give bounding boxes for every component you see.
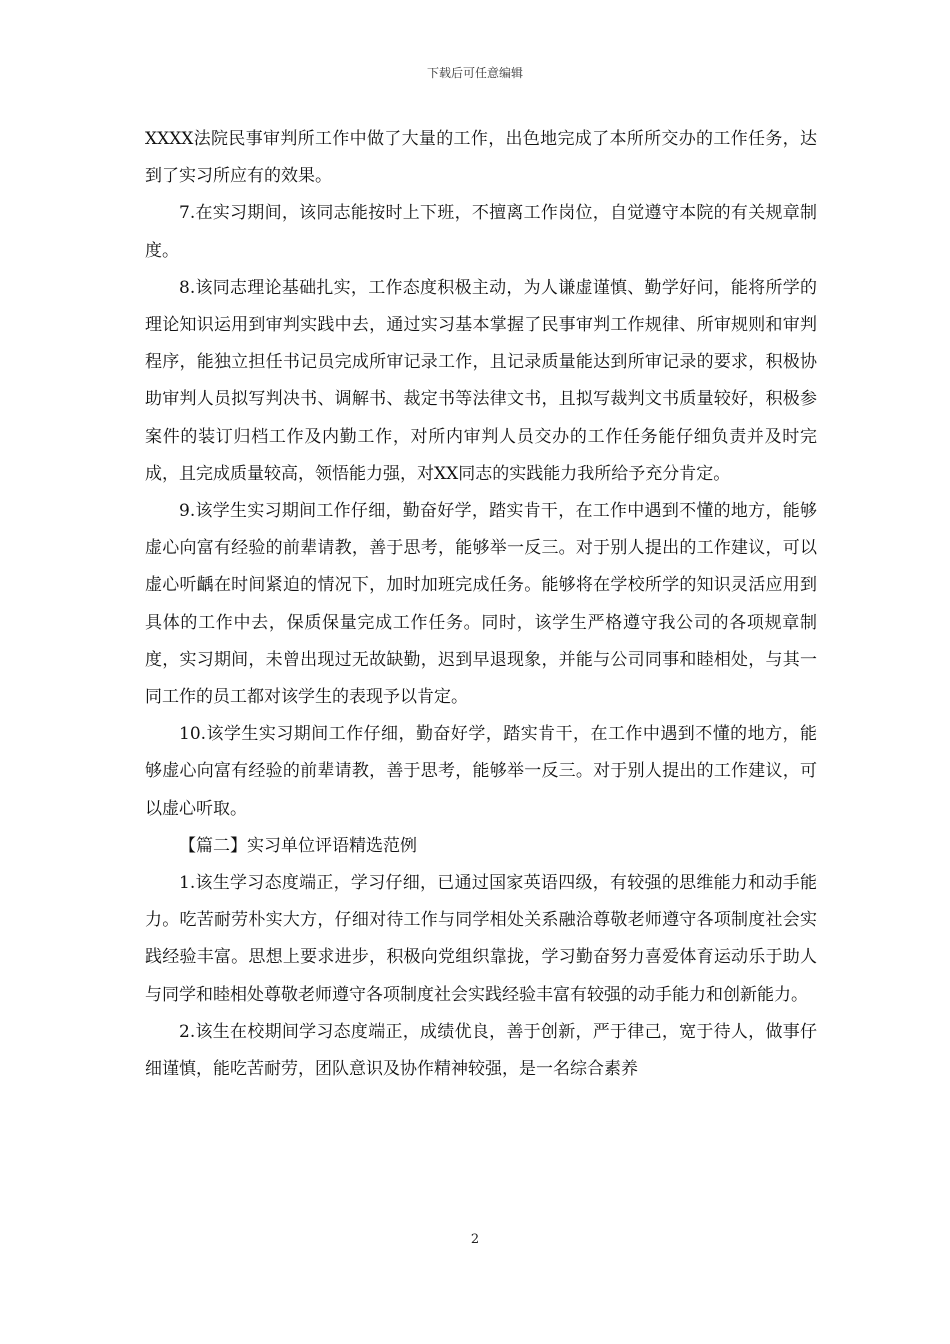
page-number: 2 [470, 1232, 480, 1247]
page-header: 下载后可任意编辑 [426, 66, 523, 80]
paragraph-item-7: 7.在实习期间，该同志能按时上下班，不擅离工作岗位，自觉遵守本院的有关规章制度。 [145, 203, 817, 261]
section-heading: 【篇二】实习单位评语精选范例 [179, 835, 417, 856]
paragraph-item-9: 9.该学生实习期间工作仔细，勤奋好学，踏实肯干，在工作中遇到不懂的地方，能够虚心向富有经验的前辈请教，善于思考，能够举一反三。对于别人提出的工作建议，可以虚心听齲在时间紧迫的情况下，加时加班完成任务。能够将在学校所学的知识灵活应用到具体的工作中去，保质保量完成工作任务。同时，该学生严格遵守我公司的各项规章制度，实习期间，未曾出现过无故缺勤，迟到早退现象，并能与公司同事和睦相处，与其一同工作的员工都对该学生的表现予以肯定。 [145, 501, 817, 708]
paragraph-item-10: 10.该学生实习期间工作仔细，勤奋好学，踏实肯干，在工作中遇到不懂的地方，能够虚心向富有经验的前辈请教，善于思考，能够举一反三。对于别人提出的工作建议，可以虚心听取。 [145, 724, 817, 819]
paragraph-item-8: 8.该同志理论基础扎实，工作态度积极主动，为人谦虚谨慎、勤学好问，能将所学的理论知识运用到审判实践中去，通过实习基本掌握了民事审判工作规律、所审规则和审判程序，能独立担任书记员完成所审记录工作，且记录质量能达到所审记录的要求，积极协助审判人员拟写判决书、调解书、裁定书等法律文书，且拟写裁判文书质量较好，积极参案件的装订归档工作及内勤工作，对所内审判人员交办的工作任务能仔细负责并及时完成，且完成质量较高，领悟能力强，对XX同志的实践能力我所给予充分肯定。 [145, 277, 817, 484]
document-body [145, 121, 817, 1088]
paragraph-item-1: 1.该生学习态度端正，学习仔细，已通过国家英语四级，有较强的思维能力和动手能力。吃苦耐劳朴实大方，仔细对待工作与同学相处关系融洽尊敬老师遵守各项制度社会实践经验丰富。思想上要求进步，积极向党组织靠拢，学习勤奋努力喜爱体育运动乐于助人与同学和睦相处尊敬老师遵守各项制度社会实践经验丰富有较强的动手能力和创新能力。 [145, 873, 817, 1005]
paragraph-item-2: 2.该生在校期间学习态度端正，成绩优良，善于创新，严于律己，宽于待人，做事仔细谨慎，能吃苦耐劳，团队意识及协作精神较强，是一名综合素养 [145, 1021, 817, 1080]
paragraph-continuation: XXXX法院民事审判所工作中做了大量的工作，出色地完成了本所所交办的工作任务，达到了实习所应有的效果。 [145, 129, 817, 187]
